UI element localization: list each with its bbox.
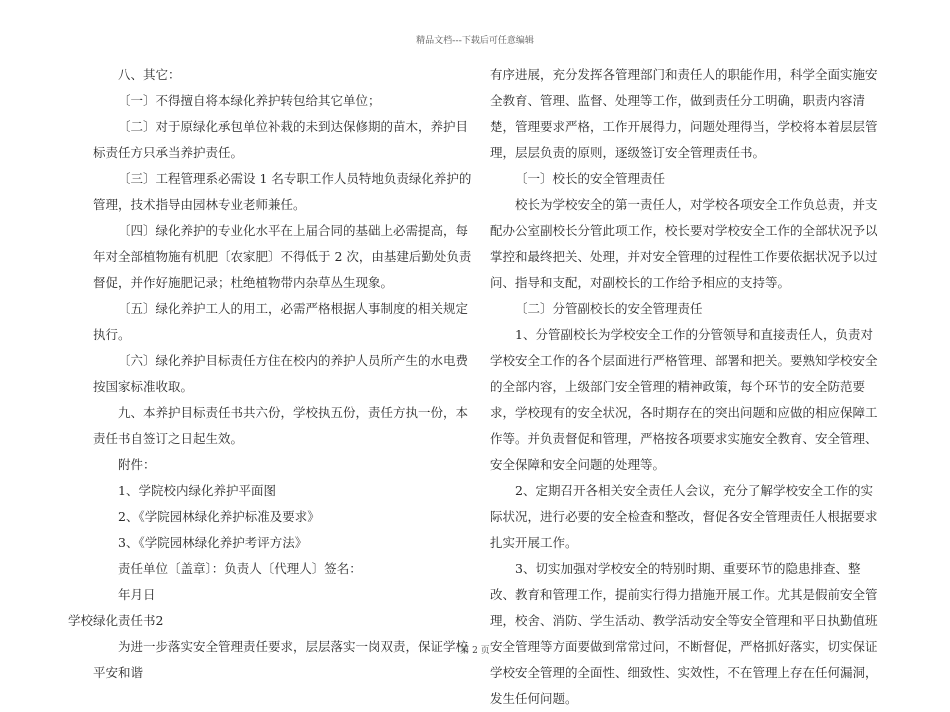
left-column: [68, 62, 473, 686]
attachment-item: 1、学院校内绿化养护平面图: [118, 483, 276, 498]
attachment-item: 2、《学院园林绿化养护标准及要求》: [118, 509, 320, 524]
paragraph: 九、本养护目标责任书共六份，学校执五份，责任方执一份，本责任书自签订之日起生效。: [93, 405, 469, 446]
paragraph: 〔二〕对于原绿化承包单位补栽的未到达保修期的苗木，养护目标责任方只承当养护责任。: [93, 119, 469, 160]
section-heading: 〔二〕分管副校长的安全管理责任: [515, 301, 703, 316]
signature-line: 责任单位〔盖章〕：负责人〔代理人〕签名：: [118, 561, 362, 576]
date-line: 年月日: [118, 587, 156, 602]
paragraph: 1、分管副校长为学校安全工作的分管领导和直接责任人，负责对学校安全工作的各个层面进行严格管理、部署和把关。要熟知学校安全的全部内容，上级部门安全管理的精神政策，每个环节的安全防范要求，学校现有的安全状况，各时期存在的突出问题和应做的相应保障工作等。并负责督促和管理，严格按各项要求实施安全教育、安全管理、安全保障和安全问题的处理等。: [490, 327, 878, 472]
paragraph: 有序进展，充分发挥各管理部门和责任人的职能作用，科学全面实施安全教育、管理、监督、处理等工作，做到责任分工明确，职责内容清楚，管理要求严格，工作开展得力，问题处理得当，学校将本着层层管理，层层负责的原则，逐级签订安全管理责任书。: [490, 67, 878, 160]
paragraph: 〔六〕绿化养护目标责任方住在校内的养护人员所产生的水电费按国家标准收取。: [93, 353, 469, 394]
attachments-heading: 附件：: [118, 457, 156, 472]
page-header: 精品文档---下载后可任意编辑: [416, 36, 534, 46]
paragraph: 校长为学校安全的第一责任人，对学校各项安全工作负总责，并支配办公室副校长分管此项工作，校长要对学校安全工作的全部状况予以掌控和最终把关、处理，并对安全管理的过程性工作要依据状况予以过问、指导和支配，对副校长的工作给予相应的支持等。: [490, 197, 878, 290]
document-title: 学校绿化责任书2: [68, 613, 164, 628]
right-column: [490, 62, 885, 712]
paragraph: 3、切实加强对学校安全的特别时期、重要环节的隐患排查、整改、教育和管理工作，提前实行得力措施开展工作。尤其是假前安全管理，校舍、消防、学生活动、教学活动安全等安全管理和平日执勤值班安全管理等方面要做到常常过问，不断督促，严格抓好落实，切实保证学校安全管理的全面性、细致性、实效性，不在管理上存在任何漏洞，发生任何问题。: [490, 561, 878, 706]
paragraph: 〔四〕绿化养护的专业化水平在上届合同的基础上必需提高，每年对全部植物施有机肥〔农家肥〕不得低于 2 次，由基建后勤处负责督促，并作好施肥记录；杜绝植物带内杂草丛生现象。: [93, 223, 472, 290]
attachment-item: 3、《学院园林绿化养护考评方法》: [118, 535, 308, 550]
paragraph: 〔三〕工程管理系必需设 1 名专职工作人员特地负责绿化养护的管理，技术指导由园林专业老师兼任。: [93, 171, 472, 212]
paragraph: 为进一步落实安全管理责任要求，层层落实一岗双责，保证学校平安和谐: [93, 639, 469, 680]
paragraph: 〔一〕不得擅自将本绿化养护转包给其它单位；: [118, 93, 381, 108]
page-number: 第 2 页: [460, 646, 490, 656]
section-heading-8: 八、其它：: [118, 67, 181, 82]
section-heading: 〔一〕校长的安全管理责任: [515, 171, 666, 186]
paragraph: 2、定期召开各相关安全责任人会议，充分了解学校安全工作的实际状况，进行必要的安全检查和整改，督促各安全管理责任人根据要求扎实开展工作。: [490, 483, 878, 550]
paragraph: 〔五〕绿化养护工人的用工，必需严格根据人事制度的相关规定执行。: [93, 301, 469, 342]
